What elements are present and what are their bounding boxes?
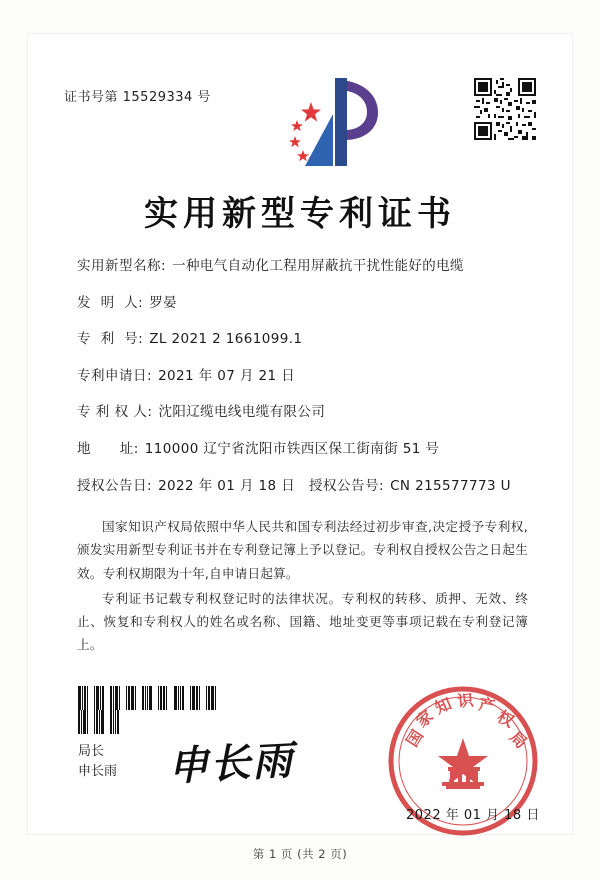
paragraph-2: 专利证书记载专利权登记时的法律状况。专利权的转移、质押、无效、终止、恢复和专利权人的姓名或名称、国籍、地址变更等事项记载在专利登记簿上。 (77, 590, 528, 653)
field-value: 2021 年 07 月 21 日 (158, 367, 296, 384)
page-title: 实用新型专利证书 (144, 194, 456, 234)
legal-text (77, 515, 528, 659)
field-invention-name (77, 256, 532, 278)
field-label: 授权公告日: (77, 477, 153, 494)
field-label: 实用新型名称: (77, 258, 167, 274)
page-footer: 第 1 页 (共 2 页) (252, 847, 348, 861)
seal-date: 2022 年 01 月 18 日 (406, 808, 540, 823)
field-grant-number (309, 476, 532, 498)
director-name-label: 申长雨 (78, 764, 118, 780)
svg-text:国: 国 (402, 726, 428, 751)
certificate-sheet (28, 34, 572, 861)
svg-text:家: 家 (412, 706, 437, 732)
field-value: CN 215577773 U (390, 477, 511, 494)
field-label: 发 明 人: (77, 294, 144, 311)
svg-text:权: 权 (494, 706, 518, 732)
field-grant-row (77, 476, 532, 498)
cnipa-logo-icon (275, 74, 385, 170)
field-value: 沈阳辽缆电线电缆有限公司 (158, 404, 326, 421)
director-role-label: 局长 (78, 744, 105, 759)
field-patent-number (77, 329, 532, 351)
field-label: 专利申请日: (77, 367, 153, 384)
field-label: 授权公告号: (309, 477, 385, 494)
field-address (77, 439, 532, 461)
svg-text:知: 知 (432, 693, 455, 718)
barcode (78, 686, 224, 710)
field-label: 专 利 号: (77, 331, 144, 348)
field-application-date (77, 366, 532, 388)
signature-labels (78, 742, 117, 782)
field-list (77, 256, 532, 512)
field-label: 专 利 权 人: (77, 404, 153, 421)
field-grant-date (77, 476, 309, 498)
field-value: 2022 年 01 月 18 日 (158, 477, 296, 494)
field-value: 一种电气自动化工程用屏蔽抗干扰性能好的电缆 (172, 258, 464, 274)
handwritten-signature: 申长雨 (167, 736, 296, 791)
certificate-number: 证书号第 15529334 号 (64, 90, 211, 105)
svg-text:局: 局 (506, 727, 531, 753)
field-value: 110000 辽宁省沈阳市铁西区保工街南街 51 号 (144, 440, 440, 457)
qr-code-icon (474, 78, 536, 140)
paragraph-1: 国家知识产权局依照中华人民共和国专利法经过初步审查,决定授予专利权,颁发实用新型专利证书并在专利登记簿上予以登记。专利权自授权公告之日起生效。专利权期限为十年,自申请日起算。 (77, 519, 528, 581)
svg-text:产: 产 (477, 694, 497, 716)
field-value: ZL 2021 2 1661099.1 (149, 331, 303, 348)
field-label: 地 址: (77, 440, 139, 457)
field-value: 罗晏 (149, 294, 178, 311)
field-inventor (77, 293, 532, 315)
field-patentee (77, 402, 532, 424)
svg-text:识: 识 (456, 690, 475, 711)
